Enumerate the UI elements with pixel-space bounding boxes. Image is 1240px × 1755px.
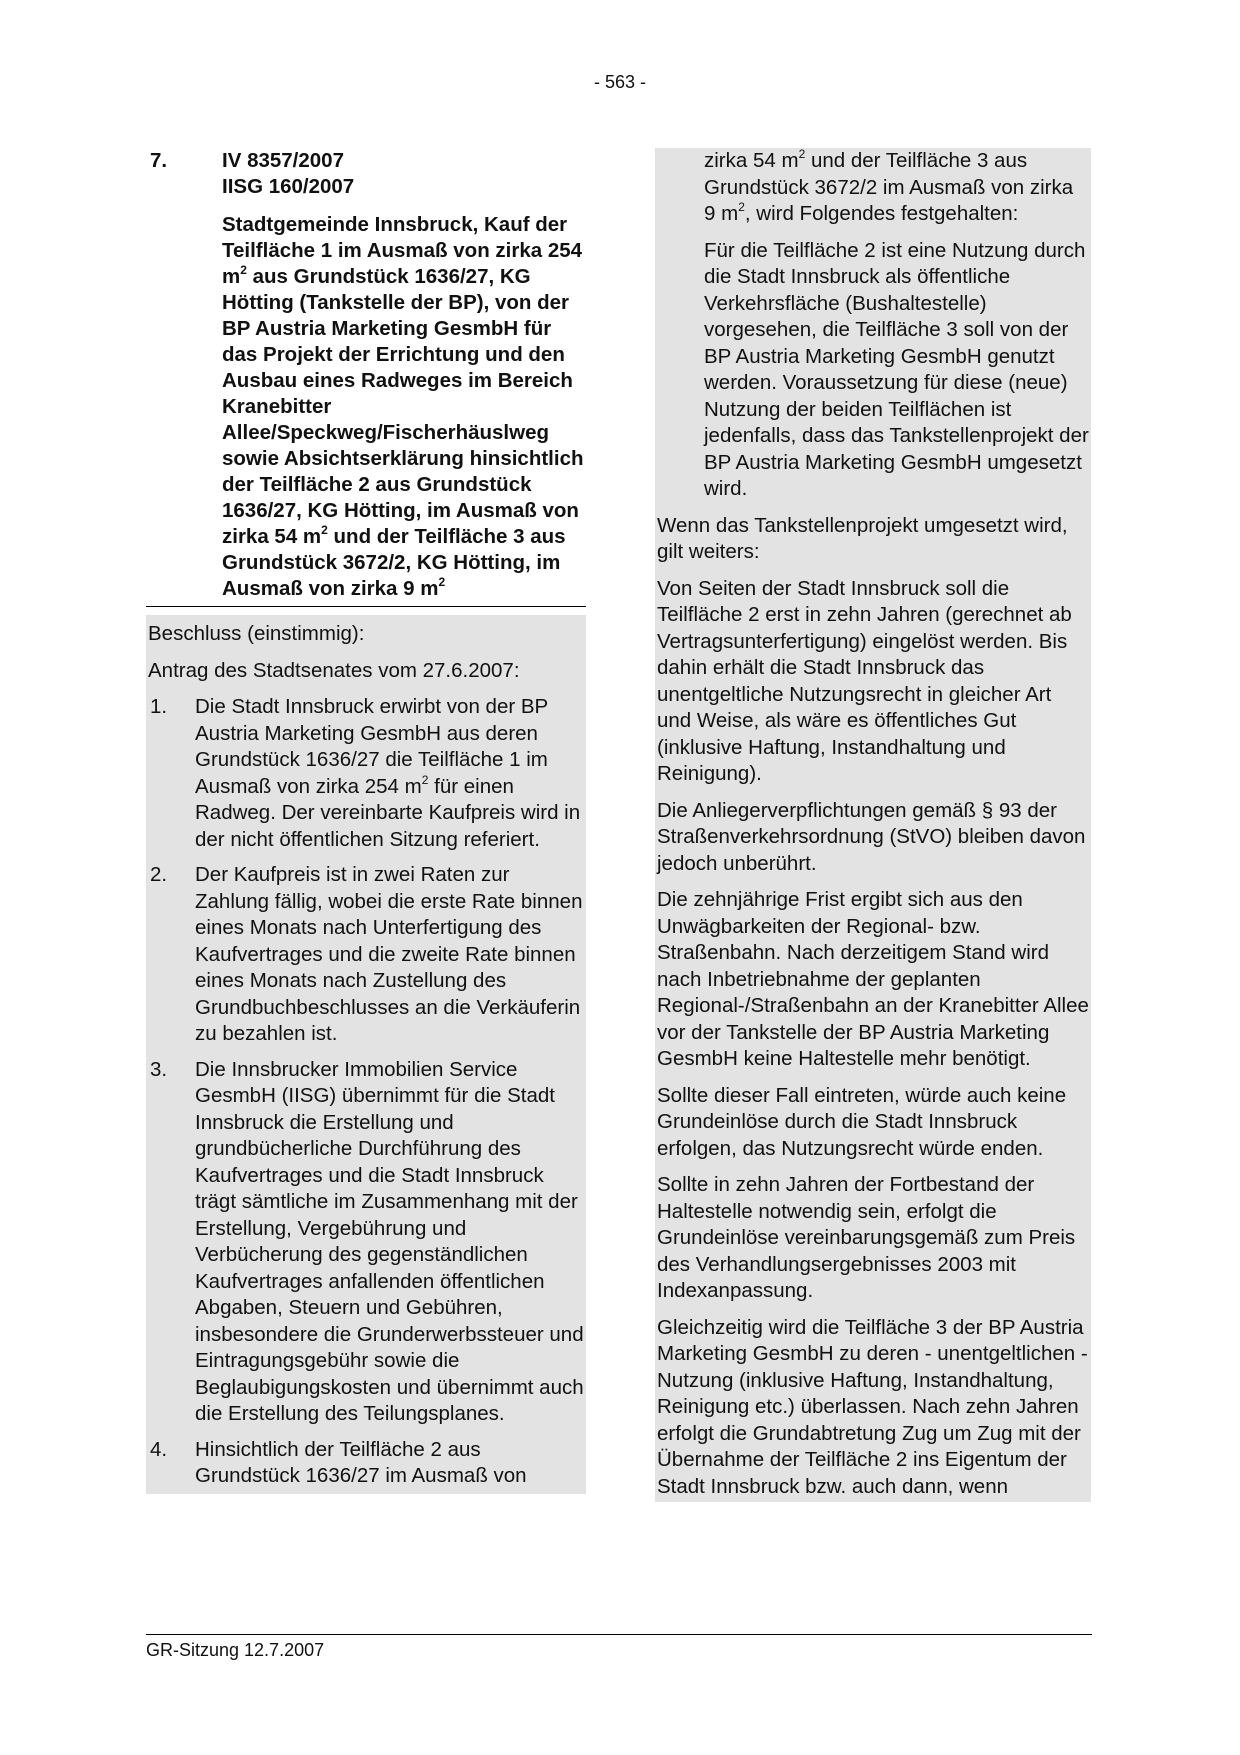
paragraph: Sollte dieser Fall eintreten, würde auch keine Grundeinlöse durch die Stadt Innsbruck erfolgen, das Nutzungsrecht würde enden. [657, 1083, 1067, 1160]
right-column [655, 148, 1091, 1502]
indented-paragraph: Für die Teilfläche 2 ist eine Nutzung durch die Stadt Innsbruck als öffentliche Verkehrsfläche (Bushaltestelle) vorgesehen, die Teilfläche 3 soll von der BP Austria Marketing GesmbH genutzt werden. Voraussetzung für diese (neue) Nutzung der beiden Teilflächen ist jedenfalls, dass das Tankstellenprojekt der BP Austria Marketing GesmbH umgesetzt wird. [704, 238, 1089, 500]
agenda-subject: Stadtgemeinde Innsbruck, Kauf der Teilfläche 1 im Ausmaß von zirka 254 $m^2$ aus Grundstück 1636/27, KG Hötting (Tankstelle der BP), von der BP Austria Marketing GesmbH für das Projekt der Errichtung und den Ausbau eines Radweges im Bereich Kranebitter Allee/Speckweg/Fischerhäuslweg sowie Absichtserklärung hinsichtlich der Teilfläche 2 aus Grundstück 1636/27, KG Hötting, im Ausmaß von zirka 54 $m^2$ und der Teilfläche 3 aus Grundstück 3672/2, KG Hötting, im Ausmaß von zirka 9 $m^2$ [222, 213, 584, 600]
list-item: 1. Die Stadt Innsbruck erwirbt von der BP Austria Marketing GesmbH aus deren Grundstück 1636/27 die Teilfläche 1 im Ausmaß von zirka 254 $m^2$ für einen Radweg. Der vereinbarte Kaufpreis wird in der nicht öffentlichen Sitzung referiert. [150, 695, 581, 851]
continued-block [655, 148, 1091, 1502]
agenda-ref-2: IISG 160/2007 [222, 175, 355, 198]
page-number: - 563 - [593, 72, 647, 92]
footer-text: GR-Sitzung 12.7.2007 [146, 1640, 325, 1660]
motion-label: Antrag des Stadtsenates vom 27.6.2007: [148, 658, 520, 682]
left-column [146, 148, 586, 1494]
list-item-number: 4. [150, 1437, 168, 1461]
resolution-block [146, 615, 586, 1494]
agenda-number: 7. [150, 149, 168, 172]
paragraph: Sollte in zehn Jahren der Fortbestand der Haltestelle notwendig sein, erfolgt die Grundeinlöse vereinbarungsgemäß zum Preis des Verhandlungsergebnisses 2003 mit Indexanpassung. [657, 1173, 1076, 1302]
decision-label: Beschluss (einstimmig): [148, 622, 365, 645]
heading-divider [146, 606, 586, 607]
list-item-number: 2. [150, 863, 168, 886]
agenda-heading [146, 148, 586, 602]
continued-item-text: zirka 54 $m^2$ und der Teilfläche 3 aus Grundstück 3672/2 im Ausmaß von zirka 9 $m^2$, wird Folgendes festgehalten: [704, 147, 1074, 225]
list-item-number: 1. [150, 695, 168, 718]
paragraph: Wenn das Tankstellenprojekt umgesetzt wird, gilt weiters: [657, 513, 1068, 563]
paragraph: Gleichzeitig wird die Teilfläche 3 der BP Austria Marketing GesmbH zu deren - unentgeltlichen - Nutzung (inklusive Haftung, Instandhaltung, Reinigung etc.) überlassen. Nach zehn Jahren erfolgt die Grundabtretung Zug um Zug mit der Übernahme der Teilfläche 2 ins Eigentum der Stadt Innsbruck bzw. auch dann, wenn [657, 1315, 1088, 1498]
paragraph: Von Seiten der Stadt Innsbruck soll die Teilfläche 2 erst in zehn Jahren (gerechnet ab Vertragsunterfertigung) eingelöst werden. Bis dahin erhält die Stadt Innsbruck das unentgeltliche Nutzungsrecht in gleicher Art und Weise, als wäre es öffentliches Gut (inklusive Haftung, Instandhaltung und Reinigung). [657, 576, 1072, 785]
paragraph: Die zehnjährige Frist ergibt sich aus den Unwägbarkeiten der Regional- bzw. Straßenbahn. Nach derzeitigem Stand wird nach Inbetriebnahme der geplanten Regional-/Straßenbahn an der Kranebitter Allee vor der Tankstelle der BP Austria Marketing GesmbH keine Haltestelle mehr benötigt. [657, 888, 1089, 1070]
list-item: 4. Hinsichtlich der Teilfläche 2 aus Grundstück 1636/27 im Ausmaß von [150, 1437, 527, 1487]
list-item: 3. Die Innsbrucker Immobilien Service GesmbH (IISG) übernimmt für die Stadt Innsbruck die Erstellung und grundbücherliche Durchführung des Kaufvertrages und die Stadt Innsbruck trägt sämtliche im Zusammenhang mit der Erstellung, Vergebührung und Verbücherung des gegenständlichen Kaufvertrages anfallenden öffentlichen Abgaben, Steuern und Gebühren, insbesondere die Grunderwerbssteuer und Eintragungsgebühr sowie die Beglaubigungskosten und übernimmt auch die Erstellung des Teilungsplanes. [150, 1057, 584, 1425]
list-item-number: 3. [150, 1057, 168, 1081]
paragraph: Die Anliegerverpflichtungen gemäß § 93 der Straßenverkehrsordnung (StVO) bleiben davon jedoch unberührt. [657, 798, 1086, 875]
agenda-ref-1: IV 8357/2007 [222, 149, 344, 172]
footer-divider [146, 1634, 1092, 1635]
list-item: 2. Der Kaufpreis ist in zwei Raten zur Zahlung fällig, wobei die erste Rate binnen eines Monats nach Unterfertigung des Kaufvertrages und die zweite Rate binnen eines Monats nach Zustellung des Grundbuchbeschlusses an die Verkäuferin zu bezahlen ist. [150, 863, 583, 1045]
